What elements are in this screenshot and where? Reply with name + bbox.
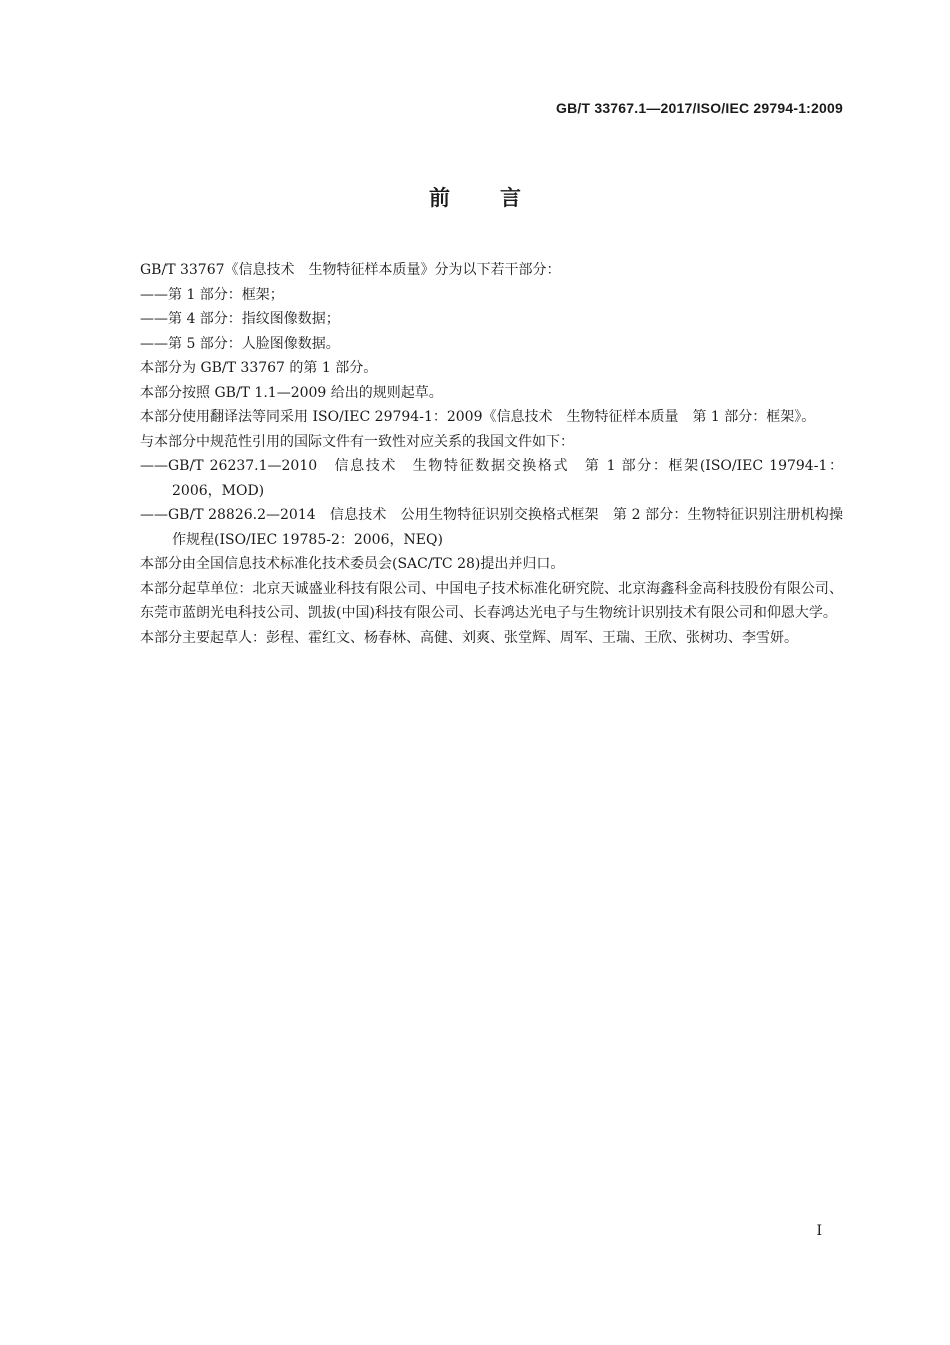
foreword-body [108, 258, 843, 650]
list-item-gbt-28826: ——GB/T 28826.2—2014 信息技术 公用生物特征识别交换格式框架 第 2 部分：生物特征识别注册机构操作规程(ISO/IEC 19785-2：2006，NEQ) [140, 507, 843, 548]
paragraph-drafting-units: 本部分起草单位：北京天诚盛业科技有限公司、中国电子技术标准化研究院、北京海鑫科金高科技股份有限公司、东莞市蓝朗光电科技公司、凯拔(中国)科技有限公司、长春鸿达光电子与生物统计识别技术有限公司和仰恩大学。 [140, 580, 843, 621]
paragraph-correspondence-intro: 与本部分中规范性引用的国际文件有一致性对应关系的我国文件如下： [140, 433, 574, 450]
page-title: 前言 [429, 186, 571, 210]
list-item-part-4: ——第 4 部分：指纹图像数据； [140, 311, 340, 327]
list-item-part-1: ——第 1 部分：框架； [140, 286, 284, 303]
paragraph-drafting-rules: 本部分按照 GB/T 1.1—2009 给出的规则起草。 [140, 384, 443, 401]
standard-number: GB/T 33767.1—2017/ISO/IEC 29794-1:2009 [556, 100, 843, 116]
paragraph-proposer: 本部分由全国信息技术标准化技术委员会(SAC/TC 28)提出并归口。 [140, 556, 565, 572]
paragraph-parts-intro: GB/T 33767《信息技术 生物特征样本质量》分为以下若干部分： [140, 262, 561, 278]
page-number: I [816, 1223, 822, 1239]
paragraph-drafters: 本部分主要起草人：彭程、霍红文、杨春林、高健、刘爽、张堂辉、周军、王瑞、王欣、张树功、李雪妍。 [140, 629, 798, 646]
list-item-part-5: ——第 5 部分：人脸图像数据。 [140, 335, 340, 352]
paragraph-part-number: 本部分为 GB/T 33767 的第 1 部分。 [140, 360, 378, 376]
paragraph-adoption: 本部分使用翻译法等同采用 ISO/IEC 29794-1：2009《信息技术 生物特征样本质量 第 1 部分：框架》。 [140, 409, 816, 425]
list-item-gbt-26237: ——GB/T 26237.1—2010 信息技术 生物特征数据交换格式 第 1 部分：框架(ISO/IEC 19794-1：2006，MOD) [140, 458, 843, 499]
